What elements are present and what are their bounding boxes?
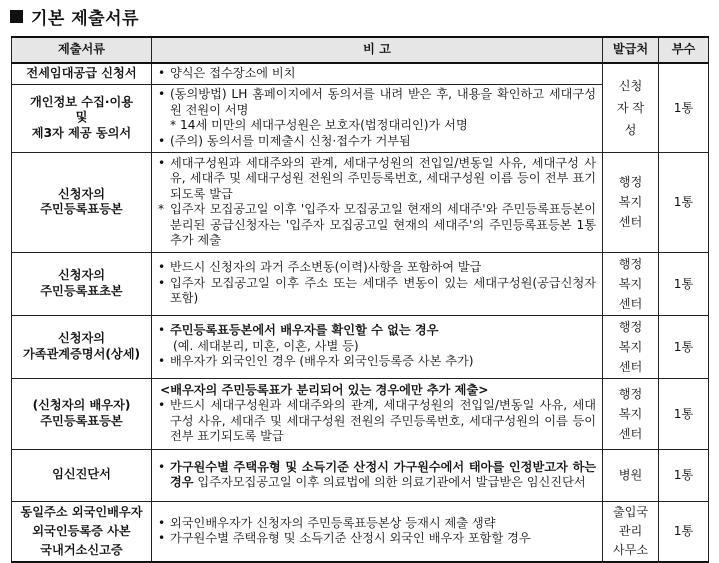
note-item: • 외국인배우자가 신청자의 주민등록표등본상 등재시 제출 생략	[158, 515, 496, 530]
doc-copies: 1통	[659, 63, 709, 152]
note-item: • 세대구성원과 세대주와의 관계, 세대구성원의 전입일/변동일 사유, 세대구성 사유, 세대주 및 세대구성원 전원의 주민등록번호, 세대구성원 이름 등이 전부 표기되도록 발급	[158, 155, 596, 201]
doc-note	[152, 63, 603, 84]
note-item: * 입주자 모집공고일 이후 '입주자 모집공고일 현재의 세대주'와 주민등록표등본이 분리된 공급신청자는 '입주자 모집공고일 현재의 세대주'의 주민등록표등본 1통 추가 제출	[158, 202, 596, 247]
doc-name: 임신진단서	[12, 449, 152, 501]
doc-issuer: 행정 복지 센터	[603, 378, 659, 449]
asterisk-icon: *	[158, 202, 165, 216]
doc-copies: 1통	[659, 152, 709, 252]
note-subitem: * 14세 미만의 세대구성원은 보호자(법정대리인)가 서명	[170, 118, 468, 132]
note-item: • 양식은 접수장소에 비치	[158, 66, 296, 80]
doc-copies: 1통	[659, 378, 709, 449]
header-doc: 제출서류	[12, 37, 152, 63]
note-item: • 입주자 모집공고일 이후 주소 또는 세대주 변동이 있는 세대구성원(공급신청자 포함)	[158, 275, 596, 306]
required-documents-table	[11, 36, 709, 563]
doc-name: 개인정보 수집·이용 및 제3자 제공 동의서	[12, 84, 152, 152]
doc-issuer: 병원	[603, 449, 659, 501]
bullet-icon: •	[158, 515, 166, 530]
bullet-icon: •	[158, 66, 166, 80]
doc-issuer: 행정 복지 센터	[603, 315, 659, 378]
bullet-icon: •	[158, 398, 166, 412]
table-row	[12, 315, 709, 378]
bullet-icon: •	[158, 155, 166, 170]
doc-note	[152, 84, 603, 152]
doc-copies: 1통	[659, 501, 709, 562]
note-item: • 가구원수별 주택유형 및 소득기준 산정시 외국인 배우자 포함할 경우	[158, 531, 531, 545]
header-copies: 부수	[659, 37, 709, 63]
bullet-icon: •	[158, 133, 166, 148]
doc-note	[152, 315, 603, 378]
note-item: • (주의) 동의서를 미제출시 신청·접수가 거부됨	[158, 133, 411, 148]
doc-note	[152, 501, 603, 562]
note-item: • 가구원수별 주택유형 및 소득기준 산정시 가구원수에서 태아를 인정받고자 하는 경우 입주자모집공고일 이후 의료법에 의한 의료기관에서 발급받은 임신진단서	[158, 459, 596, 489]
bullet-icon: •	[158, 323, 166, 338]
doc-note	[152, 449, 603, 501]
note-heading: <배우자의 주민등록표가 분리되어 있는 경우에만 추가 제출>	[160, 382, 489, 397]
bullet-icon: •	[158, 260, 166, 275]
doc-issuer: 출입국 관리 사무소	[603, 501, 659, 562]
doc-name: (신청자의 배우자) 주민등록표등본	[12, 378, 152, 449]
table-row	[12, 378, 709, 449]
doc-note	[152, 152, 603, 252]
header-issuer: 발급처	[603, 37, 659, 63]
table-row	[12, 252, 709, 315]
bullet-icon: •	[158, 531, 166, 545]
doc-note	[152, 252, 603, 315]
doc-note	[152, 378, 603, 449]
doc-name: 전세임대공급 신청서	[12, 63, 152, 84]
table-row	[12, 63, 709, 84]
bullet-icon: •	[158, 354, 166, 369]
table-header-row	[12, 37, 709, 63]
doc-name: 신청자의 가족관계증명서(상세)	[12, 315, 152, 378]
doc-issuer: 행정 복지 센터	[603, 252, 659, 315]
note-item: • 반드시 세대구성원과 세대주와의 관계, 세대구성원의 전입일/변동일 사유, 세대구성 사유, 세대주 및 세대구성원 전원의 주민등록번호, 세대구성원의 이름 등이 전부 표기되도록 발급	[158, 398, 596, 443]
table-row	[12, 449, 709, 501]
note-item: • 배우자가 외국인인 경우 (배우자 외국인등록증 사본 추가)	[158, 354, 474, 369]
doc-name: 신청자의 주민등록표초본	[12, 252, 152, 315]
note-item: • 반드시 신청자의 과거 주소변동(이력)사항을 포함하여 발급	[158, 260, 482, 275]
header-note: 비 고	[152, 37, 603, 63]
doc-issuer: 행정 복지 센터	[603, 152, 659, 252]
note-item: • (동의방법) LH 홈페이지에서 동의서를 내려 받은 후, 내용을 확인하고 세대구성원 전원이 서명	[158, 87, 596, 117]
bullet-icon: •	[158, 87, 166, 101]
section-title	[10, 4, 139, 29]
doc-issuer: 신청자 작성	[603, 63, 659, 152]
note-item: • 주민등록표등본에서 배우자를 확인할 수 없는 경우 (예. 세대분리, 미혼, 이혼, 사별 등)	[158, 323, 439, 353]
doc-copies: 1통	[659, 315, 709, 378]
section-title-text: 기본 제출서류	[31, 9, 139, 29]
table-row	[12, 152, 709, 252]
table-row	[12, 501, 709, 562]
doc-copies: 1통	[659, 449, 709, 501]
doc-name: 동일주소 외국인배우자 외국인등록증 사본 국내거소신고증	[12, 501, 152, 562]
square-bullet-icon	[10, 10, 23, 23]
bullet-icon: •	[158, 275, 166, 290]
doc-copies: 1통	[659, 252, 709, 315]
bullet-icon: •	[158, 459, 166, 474]
doc-name: 신청자의 주민등록표등본	[12, 152, 152, 252]
